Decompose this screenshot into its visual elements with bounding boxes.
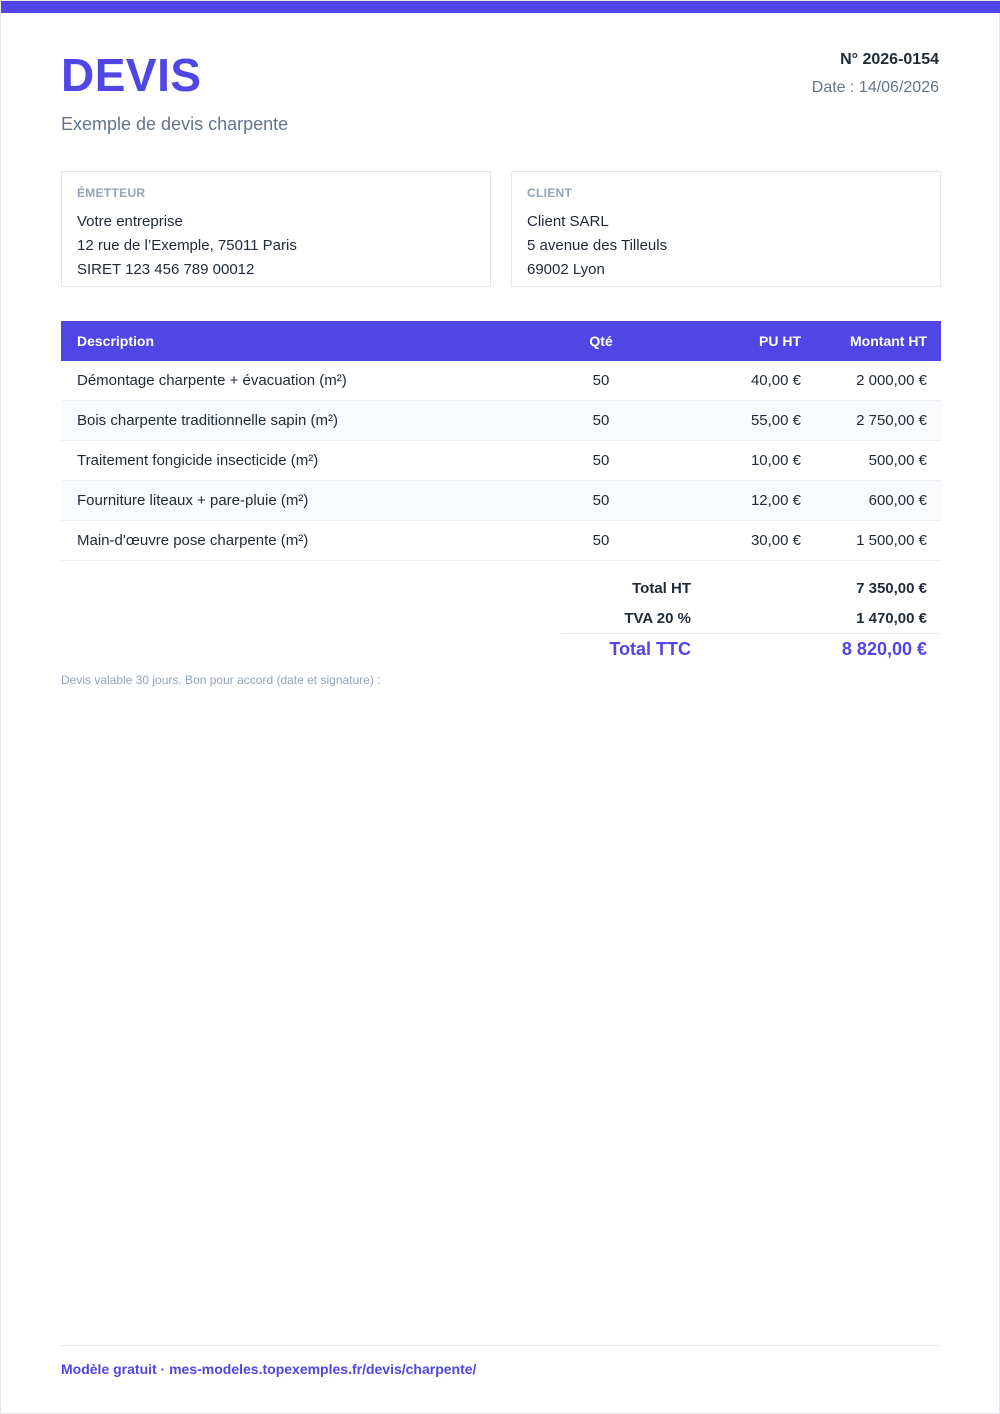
header-amount: Montant HT bbox=[850, 333, 927, 349]
cell-unit-price: 40,00 € bbox=[750, 372, 801, 389]
quote-number: N° 2026-0154 bbox=[840, 51, 939, 68]
document-subtitle: Exemple de devis charpente bbox=[61, 114, 289, 134]
cell-amount: 1 500,00 € bbox=[856, 532, 927, 549]
items-table bbox=[61, 321, 941, 561]
emitter-address: 12 rue de l’Exemple, 75011 Paris bbox=[77, 237, 297, 254]
cell-quantity: 50 bbox=[592, 532, 610, 549]
cell-quantity: 50 bbox=[592, 412, 610, 429]
accent-top-bar bbox=[1, 1, 1000, 13]
client-city: 69002 Lyon bbox=[527, 261, 605, 278]
tva-row bbox=[561, 603, 941, 633]
table-row bbox=[61, 481, 941, 521]
cell-amount: 600,00 € bbox=[868, 492, 927, 509]
total-ht-value: 7 350,00 € bbox=[856, 579, 927, 597]
cell-quantity: 50 bbox=[592, 372, 610, 389]
header-quantity: Qté bbox=[589, 333, 613, 349]
emitter-box bbox=[61, 171, 491, 287]
cell-amount: 2 750,00 € bbox=[856, 412, 927, 429]
footer-divider bbox=[61, 1345, 941, 1346]
cell-amount: 2 000,00 € bbox=[856, 372, 927, 389]
cell-unit-price: 10,00 € bbox=[750, 452, 801, 469]
cell-quantity: 50 bbox=[592, 452, 610, 469]
table-row bbox=[61, 361, 941, 401]
emitter-label: ÉMETTEUR bbox=[77, 186, 146, 200]
client-label: CLIENT bbox=[527, 186, 573, 200]
document-title: DEVIS bbox=[61, 49, 202, 101]
cell-description: Démontage charpente + évacuation (m²) bbox=[77, 372, 347, 389]
cell-description: Traitement fongicide insecticide (m²) bbox=[77, 452, 319, 469]
total-ttc-row bbox=[561, 633, 941, 664]
tva-label: TVA 20 % bbox=[624, 609, 691, 627]
client-address: 5 avenue des Tilleuls bbox=[527, 237, 668, 254]
cell-quantity: 50 bbox=[592, 492, 610, 509]
cell-description: Fourniture liteaux + pare-pluie (m²) bbox=[77, 492, 309, 509]
emitter-siret: SIRET 123 456 789 00012 bbox=[77, 261, 255, 278]
cell-description: Main-d'œuvre pose charpente (m²) bbox=[77, 532, 309, 549]
cell-unit-price: 55,00 € bbox=[750, 412, 801, 429]
total-ht-row bbox=[561, 573, 941, 603]
cell-description: Bois charpente traditionnelle sapin (m²) bbox=[77, 412, 338, 429]
table-row bbox=[61, 521, 941, 561]
table-row bbox=[61, 441, 941, 481]
totals-block bbox=[561, 573, 941, 664]
cell-unit-price: 12,00 € bbox=[750, 492, 801, 509]
total-ttc-value: 8 820,00 € bbox=[841, 638, 927, 659]
client-name: Client SARL bbox=[527, 213, 609, 230]
total-ht-label: Total HT bbox=[632, 579, 691, 597]
cell-unit-price: 30,00 € bbox=[750, 532, 801, 549]
header-description: Description bbox=[77, 333, 155, 349]
header-unit-price: PU HT bbox=[759, 333, 801, 349]
cell-amount: 500,00 € bbox=[868, 452, 927, 469]
quote-date: Date : 14/06/2026 bbox=[811, 79, 939, 96]
client-box bbox=[511, 171, 941, 287]
table-header bbox=[61, 321, 941, 361]
emitter-name: Votre entreprise bbox=[77, 213, 183, 230]
footer-credit: Modèle gratuit · mes-modeles.topexemples.fr/devis/charpente/ bbox=[61, 1361, 477, 1377]
total-ttc-label: Total TTC bbox=[609, 638, 691, 659]
table-row bbox=[61, 401, 941, 441]
tva-value: 1 470,00 € bbox=[856, 609, 927, 627]
validity-note: Devis valable 30 jours. Bon pour accord (date et signature) : bbox=[61, 673, 381, 687]
